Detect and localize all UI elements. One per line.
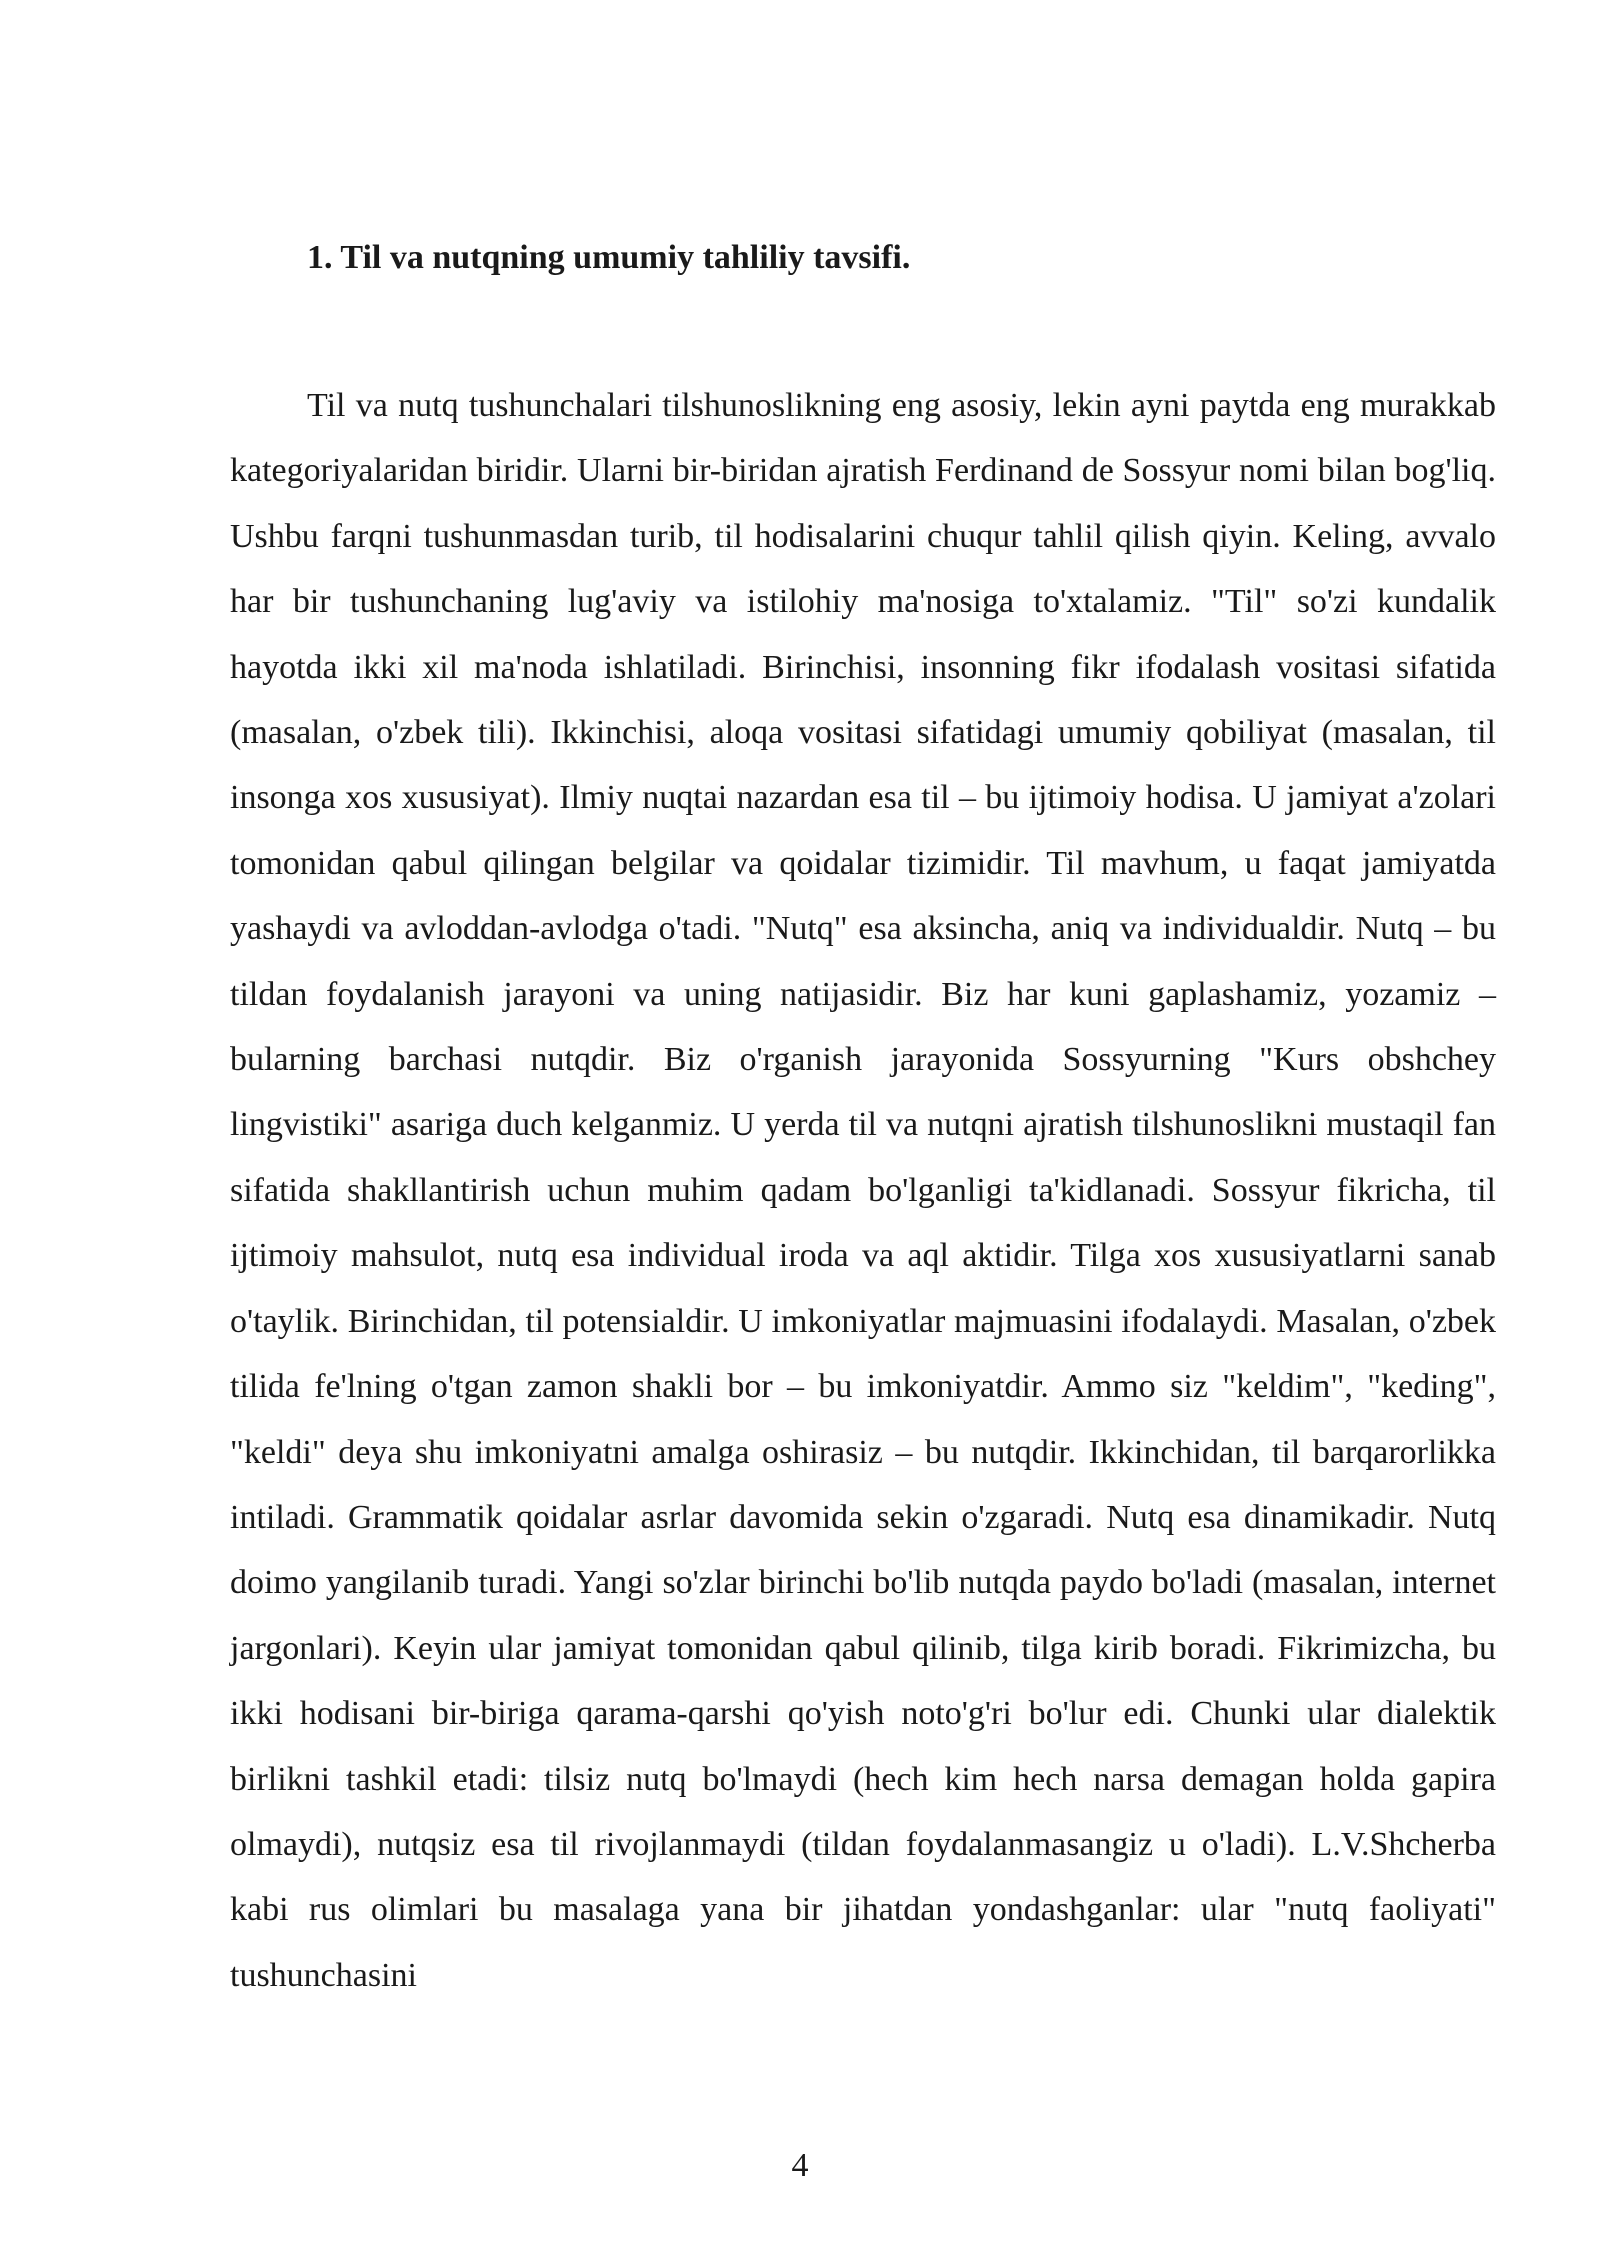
body-paragraph: Til va nutq tushunchalari tilshunoslikning eng asosiy, lekin ayni paytda eng murakkab kategoriyalaridan biridir. Ularni bir-biridan ajratish Ferdinand de Sossyur nomi bilan bog'liq. Ushbu farqni tushunmasdan turib, til hodisalarini chuqur tahlil qilish qiyin. Keling, avvalo har bir tushunchaning lug'aviy va istilohiy ma'nosiga to'xtalamiz. "Til" so'zi kundalik hayotda ikki xil ma'noda ishlatiladi. Birinchisi, insonning fikr ifodalash vositasi sifatida (masalan, o'zbek tili). Ikkinchisi, aloqa vositasi sifatidagi umumiy qobiliyat (masalan, til insonga xos xususiyat). Ilmiy nuqtai nazardan esa til – bu ijtimoiy hodisa. U jamiyat a'zolari tomonidan qabul qilingan belgilar va qoidalar tizimidir. Til mavhum, u faqat jamiyatda yashaydi va avloddan-avlodga o'tadi. "Nutq" esa aksincha, aniq va individualdir. Nutq – bu tildan foydalanish jarayoni va uning natijasidir. Biz har kuni gaplashamiz, yozamiz – bularning barchasi nutqdir. Biz o'rganish jarayonida Sossyurning "Kurs obshchey lingvistiki" asariga duch kelganmiz. U yerda til va nutqni ajratish tilshunoslikni mustaqil fan sifatida shakllantirish uchun muhim qadam bo'lganligi ta'kidlanadi. Sossyur fikricha, til ijtimoiy mahsulot, nutq esa individual iroda va aql aktidir. Tilga xos xususiyatlarni sanab o'taylik. Birinchidan, til potensialdir. U imkoniyatlar majmuasini ifodalaydi. Masalan, o'zbek tilida fe'lning o'tgan zamon shakli bor – bu imkoniyatdir. Ammo siz "keldim", "keding", "keldi" deya shu imkoniyatni amalga oshirasiz – bu nutqdir. Ikkinchidan, til barqarorlikka intiladi. Grammatik qoidalar asrlar davomida sekin o'zgaradi. Nutq esa dinamikadir. Nutq doimo yangilanib turadi. Yangi so'zlar birinchi bo'lib nutqda paydo bo'ladi (masalan, internet jargonlari). Keyin ular jamiyat tomonidan qabul qilinib, tilga kirib boradi. Fikrimizcha, bu ikki hodisani bir-biriga qarama-qarshi qo'yish noto'g'ri bo'lur edi. Chunki ular dialektik birlikni tashkil etadi: tilsiz nutq bo'lmaydi (hech kim hech narsa demagan holda gapira olmaydi), nutqsiz esa til rivojlanmaydi (tildan foydalanmasangiz u o'ladi). L.V.Shcherba kabi rus olimlari bu masalaga yana bir jihatdan yondashganlar: ular "nutq faoliyati" tushunchasini <box>230 387 1496 1994</box>
section-heading: 1. Til va nutqning umumiy tahliliy tavsifi. <box>307 239 911 276</box>
page-number: 4 <box>791 2147 809 2184</box>
